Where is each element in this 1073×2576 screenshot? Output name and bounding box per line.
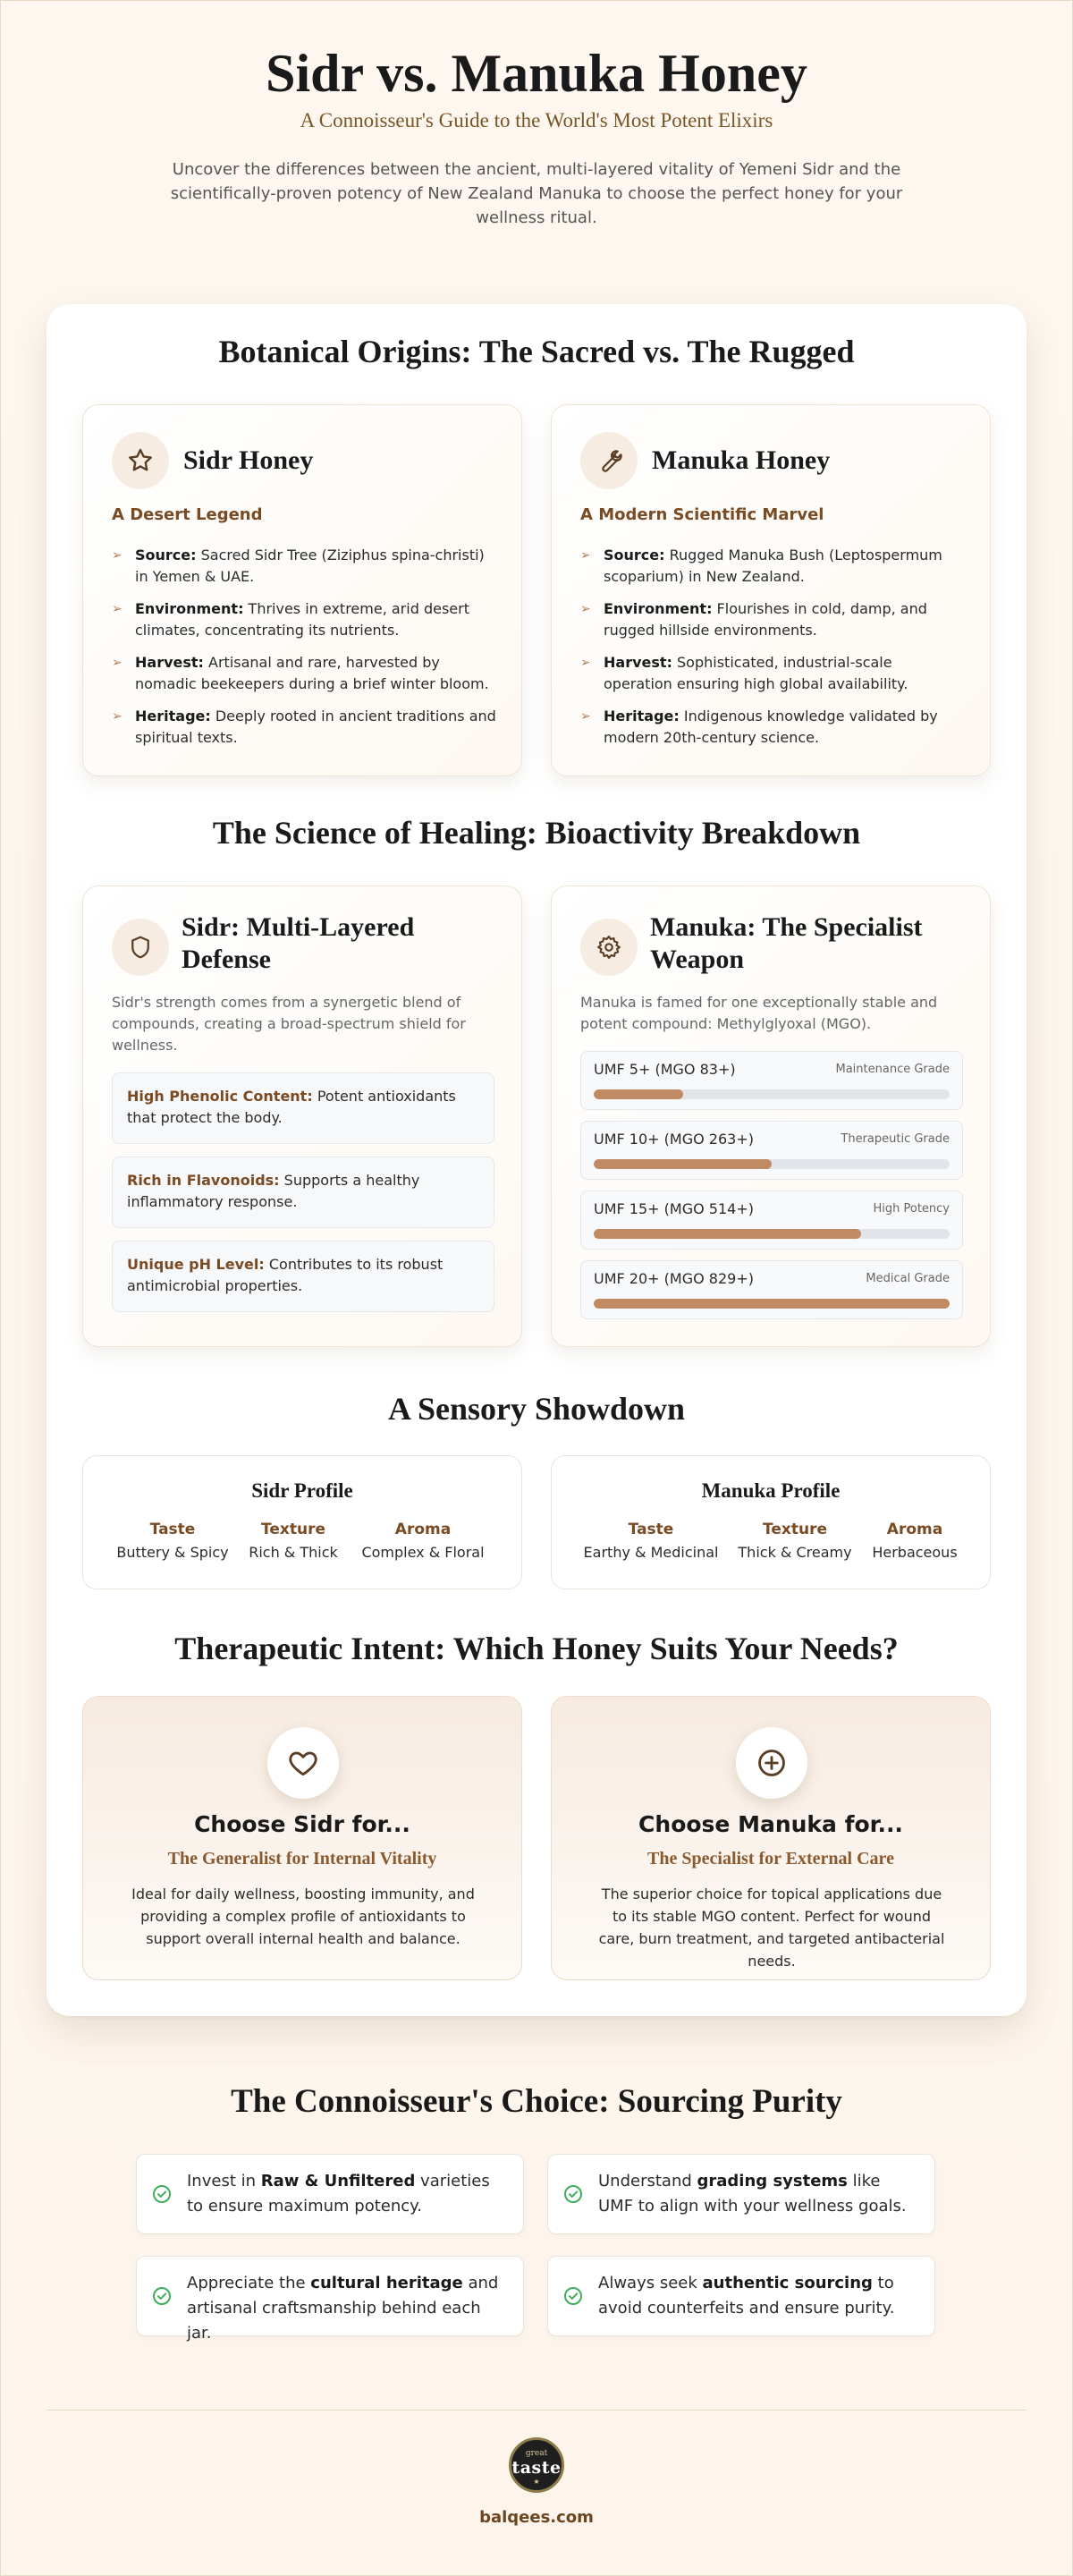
page-title: Sidr vs. Manuka Honey <box>266 44 807 103</box>
sidr-sensory-profile <box>82 1455 522 1589</box>
manuka-origin-card <box>551 404 991 776</box>
intro-text: Uncover the differences between the ancient, multi-layered vitality of Yemeni Sidr and the scientifically-proven potency of New Zealand Manuka to choose the perfect honey for your wellness ritual. <box>170 160 903 227</box>
grade-label: UMF 20+ (MGO 829+) <box>594 1270 754 1287</box>
grade-tier: Maintenance Grade <box>835 1063 950 1076</box>
grade-bar-track <box>594 1229 950 1239</box>
bullet-arrow-icon: ➢ <box>112 602 123 616</box>
sidr-science-description: Sidr's strength comes from a synergetic blend of compounds, creating a broad-spectrum shield for wellness. <box>112 994 466 1054</box>
grade-bar-track <box>594 1159 950 1169</box>
manuka-science-title: Manuka: The Specialist Weapon <box>650 912 923 974</box>
manuka-origin-title: Manuka Honey <box>652 445 831 475</box>
origins-section-title: Botanical Origins: The Sacred vs. The Rugged <box>218 334 855 369</box>
manuka-aroma: Aroma Herbaceous <box>872 1521 958 1561</box>
list-item: ➢ Heritage: Indigenous knowledge validated by modern 20th-century science. <box>580 708 938 746</box>
great-taste-logo: great taste ★ <box>509 2437 564 2493</box>
manuka-sensory-profile <box>551 1455 991 1589</box>
page-subtitle: A Connoisseur's Guide to the World's Most Potent Elixirs <box>300 109 773 131</box>
gear-icon <box>580 919 638 976</box>
grade-bar-fill <box>594 1159 772 1169</box>
tip-text: Understand grading systems like UMF to align with your wellness goals. <box>598 2172 907 2216</box>
bullet-arrow-icon: ➢ <box>112 709 123 724</box>
manuka-profile-title: Manuka Profile <box>701 1479 841 1502</box>
grade-tier: Therapeutic Grade <box>841 1132 950 1146</box>
plus-circle-icon <box>736 1727 807 1799</box>
bullet-arrow-icon: ➢ <box>580 548 591 563</box>
manuka-texture: Texture Thick & Creamy <box>738 1521 852 1561</box>
sidr-benefit-ph: Unique pH Level: Contributes to its robust antimicrobial properties. <box>112 1241 494 1312</box>
sidr-taste: Taste Buttery & Spicy <box>116 1521 229 1561</box>
manuka-choice-card <box>551 1696 991 1980</box>
bullet-arrow-icon: ➢ <box>112 656 123 670</box>
sidr-facts-list <box>112 545 496 759</box>
sidr-choice-subtitle: The Generalist for Internal Vitality <box>167 1849 437 1868</box>
check-circle-icon <box>562 2285 584 2310</box>
hero-header <box>0 39 1073 230</box>
sidr-profile-title: Sidr Profile <box>251 1479 353 1502</box>
sidr-science-title: Sidr: Multi-Layered Defense <box>182 912 415 974</box>
manuka-taste: Taste Earthy & Medicinal <box>583 1521 719 1561</box>
comparison-panel <box>46 304 1027 2016</box>
manuka-facts-list <box>580 545 965 759</box>
grade-bar-fill <box>594 1089 683 1099</box>
sensory-section-title: A Sensory Showdown <box>387 1391 686 1427</box>
list-item: ➢ Source: Sacred Sidr Tree (Ziziphus spina-christi) in Yemen & UAE. <box>112 547 485 585</box>
manuka-science-description: Manuka is famed for one exceptionally stable and potent compound: Methylglyoxal (MGO). <box>580 994 938 1032</box>
check-circle-icon <box>151 2285 173 2310</box>
sidr-aroma: Aroma Complex & Floral <box>361 1521 485 1561</box>
star-icon <box>112 432 169 489</box>
grade-bar-track <box>594 1299 950 1309</box>
sidr-choice-card <box>82 1696 522 1980</box>
list-item: ➢ Source: Rugged Manuka Bush (Leptospermum scoparium) in New Zealand. <box>580 547 942 585</box>
therapeutic-section-title: Therapeutic Intent: Which Honey Suits Your Needs? <box>174 1631 899 1666</box>
sidr-science-card <box>82 886 522 1347</box>
grade-label: UMF 5+ (MGO 83+) <box>594 1061 736 1078</box>
sourcing-section-title: The Connoisseur's Choice: Sourcing Purity <box>231 2083 842 2120</box>
shield-icon <box>112 919 169 976</box>
heart-icon <box>267 1727 339 1799</box>
manuka-choice-title: Choose Manuka for... <box>638 1811 903 1837</box>
bullet-arrow-icon: ➢ <box>112 548 123 563</box>
bullet-arrow-icon: ➢ <box>580 602 591 616</box>
umf-grade-20 <box>580 1260 963 1319</box>
sidr-choice-description: Ideal for daily wellness, boosting immunity, and providing a complex profile of antioxidants to support overall internal health and balance. <box>131 1885 475 1947</box>
grade-bar-fill <box>594 1229 861 1239</box>
bullet-arrow-icon: ➢ <box>580 656 591 670</box>
manuka-science-card <box>551 886 991 1347</box>
grade-bar-fill <box>594 1299 950 1309</box>
wrench-icon <box>580 432 638 489</box>
sourcing-tip-heritage <box>136 2256 524 2343</box>
grade-label: UMF 10+ (MGO 263+) <box>594 1131 754 1148</box>
science-section-title: The Science of Healing: Bioactivity Breakdown <box>212 815 861 851</box>
sourcing-tip-grading <box>547 2154 935 2234</box>
list-item: ➢ Harvest: Sophisticated, industrial-scale operation ensuring high global availability. <box>580 654 908 692</box>
footer-divider <box>46 2410 1027 2411</box>
sidr-origin-card <box>82 404 522 776</box>
check-circle-icon <box>562 2183 584 2208</box>
sidr-benefit-phenolic: High Phenolic Content: Potent antioxidants that protect the body. <box>112 1072 494 1144</box>
list-item: ➢ Harvest: Artisanal and rare, harvested by nomadic beekeepers during a brief winter bloom. <box>112 654 489 692</box>
sidr-choice-title: Choose Sidr for... <box>194 1811 410 1837</box>
sourcing-tip-authentic <box>547 2256 935 2336</box>
sidr-texture: Texture Rich & Thick <box>249 1521 338 1561</box>
grade-tier: High Potency <box>873 1202 950 1216</box>
manuka-choice-description: The superior choice for topical applications due to its stable MGO content. Perfect for wound care, burn treatment, and targeted antibacterial needs. <box>598 1885 945 1970</box>
tip-text: Always seek authentic sourcing to avoid counterfeits and ensure purity. <box>598 2274 895 2318</box>
tip-text: Appreciate the cultural heritage and artisanal craftsmanship behind each jar. <box>187 2274 499 2343</box>
list-item: ➢ Environment: Flourishes in cold, damp, and rugged hillside environments. <box>580 600 927 639</box>
check-circle-icon <box>151 2183 173 2208</box>
umf-grade-10 <box>580 1121 963 1180</box>
list-item: ➢ Heritage: Deeply rooted in ancient traditions and spiritual texts. <box>112 708 496 746</box>
grade-tier: Medical Grade <box>866 1272 950 1285</box>
list-item: ➢ Environment: Thrives in extreme, arid desert climates, concentrating its nutrients. <box>112 600 469 639</box>
manuka-choice-subtitle: The Specialist for External Care <box>647 1849 894 1868</box>
grade-bar-track <box>594 1089 950 1099</box>
sidr-benefit-flavonoids: Rich in Flavonoids: Supports a healthy inflammatory response. <box>112 1157 494 1228</box>
bullet-arrow-icon: ➢ <box>580 709 591 724</box>
umf-grade-5 <box>580 1051 963 1110</box>
manuka-tagline: A Modern Scientific Marvel <box>580 505 824 524</box>
sidr-origin-title: Sidr Honey <box>183 445 314 475</box>
umf-grade-15 <box>580 1191 963 1250</box>
sourcing-tip-raw <box>136 2154 524 2234</box>
site-link[interactable]: balqees.com <box>479 2508 594 2527</box>
tip-text: Invest in Raw & Unfiltered varieties to ensure maximum potency. <box>187 2172 490 2216</box>
sidr-tagline: A Desert Legend <box>112 505 263 524</box>
grade-label: UMF 15+ (MGO 514+) <box>594 1200 754 1217</box>
